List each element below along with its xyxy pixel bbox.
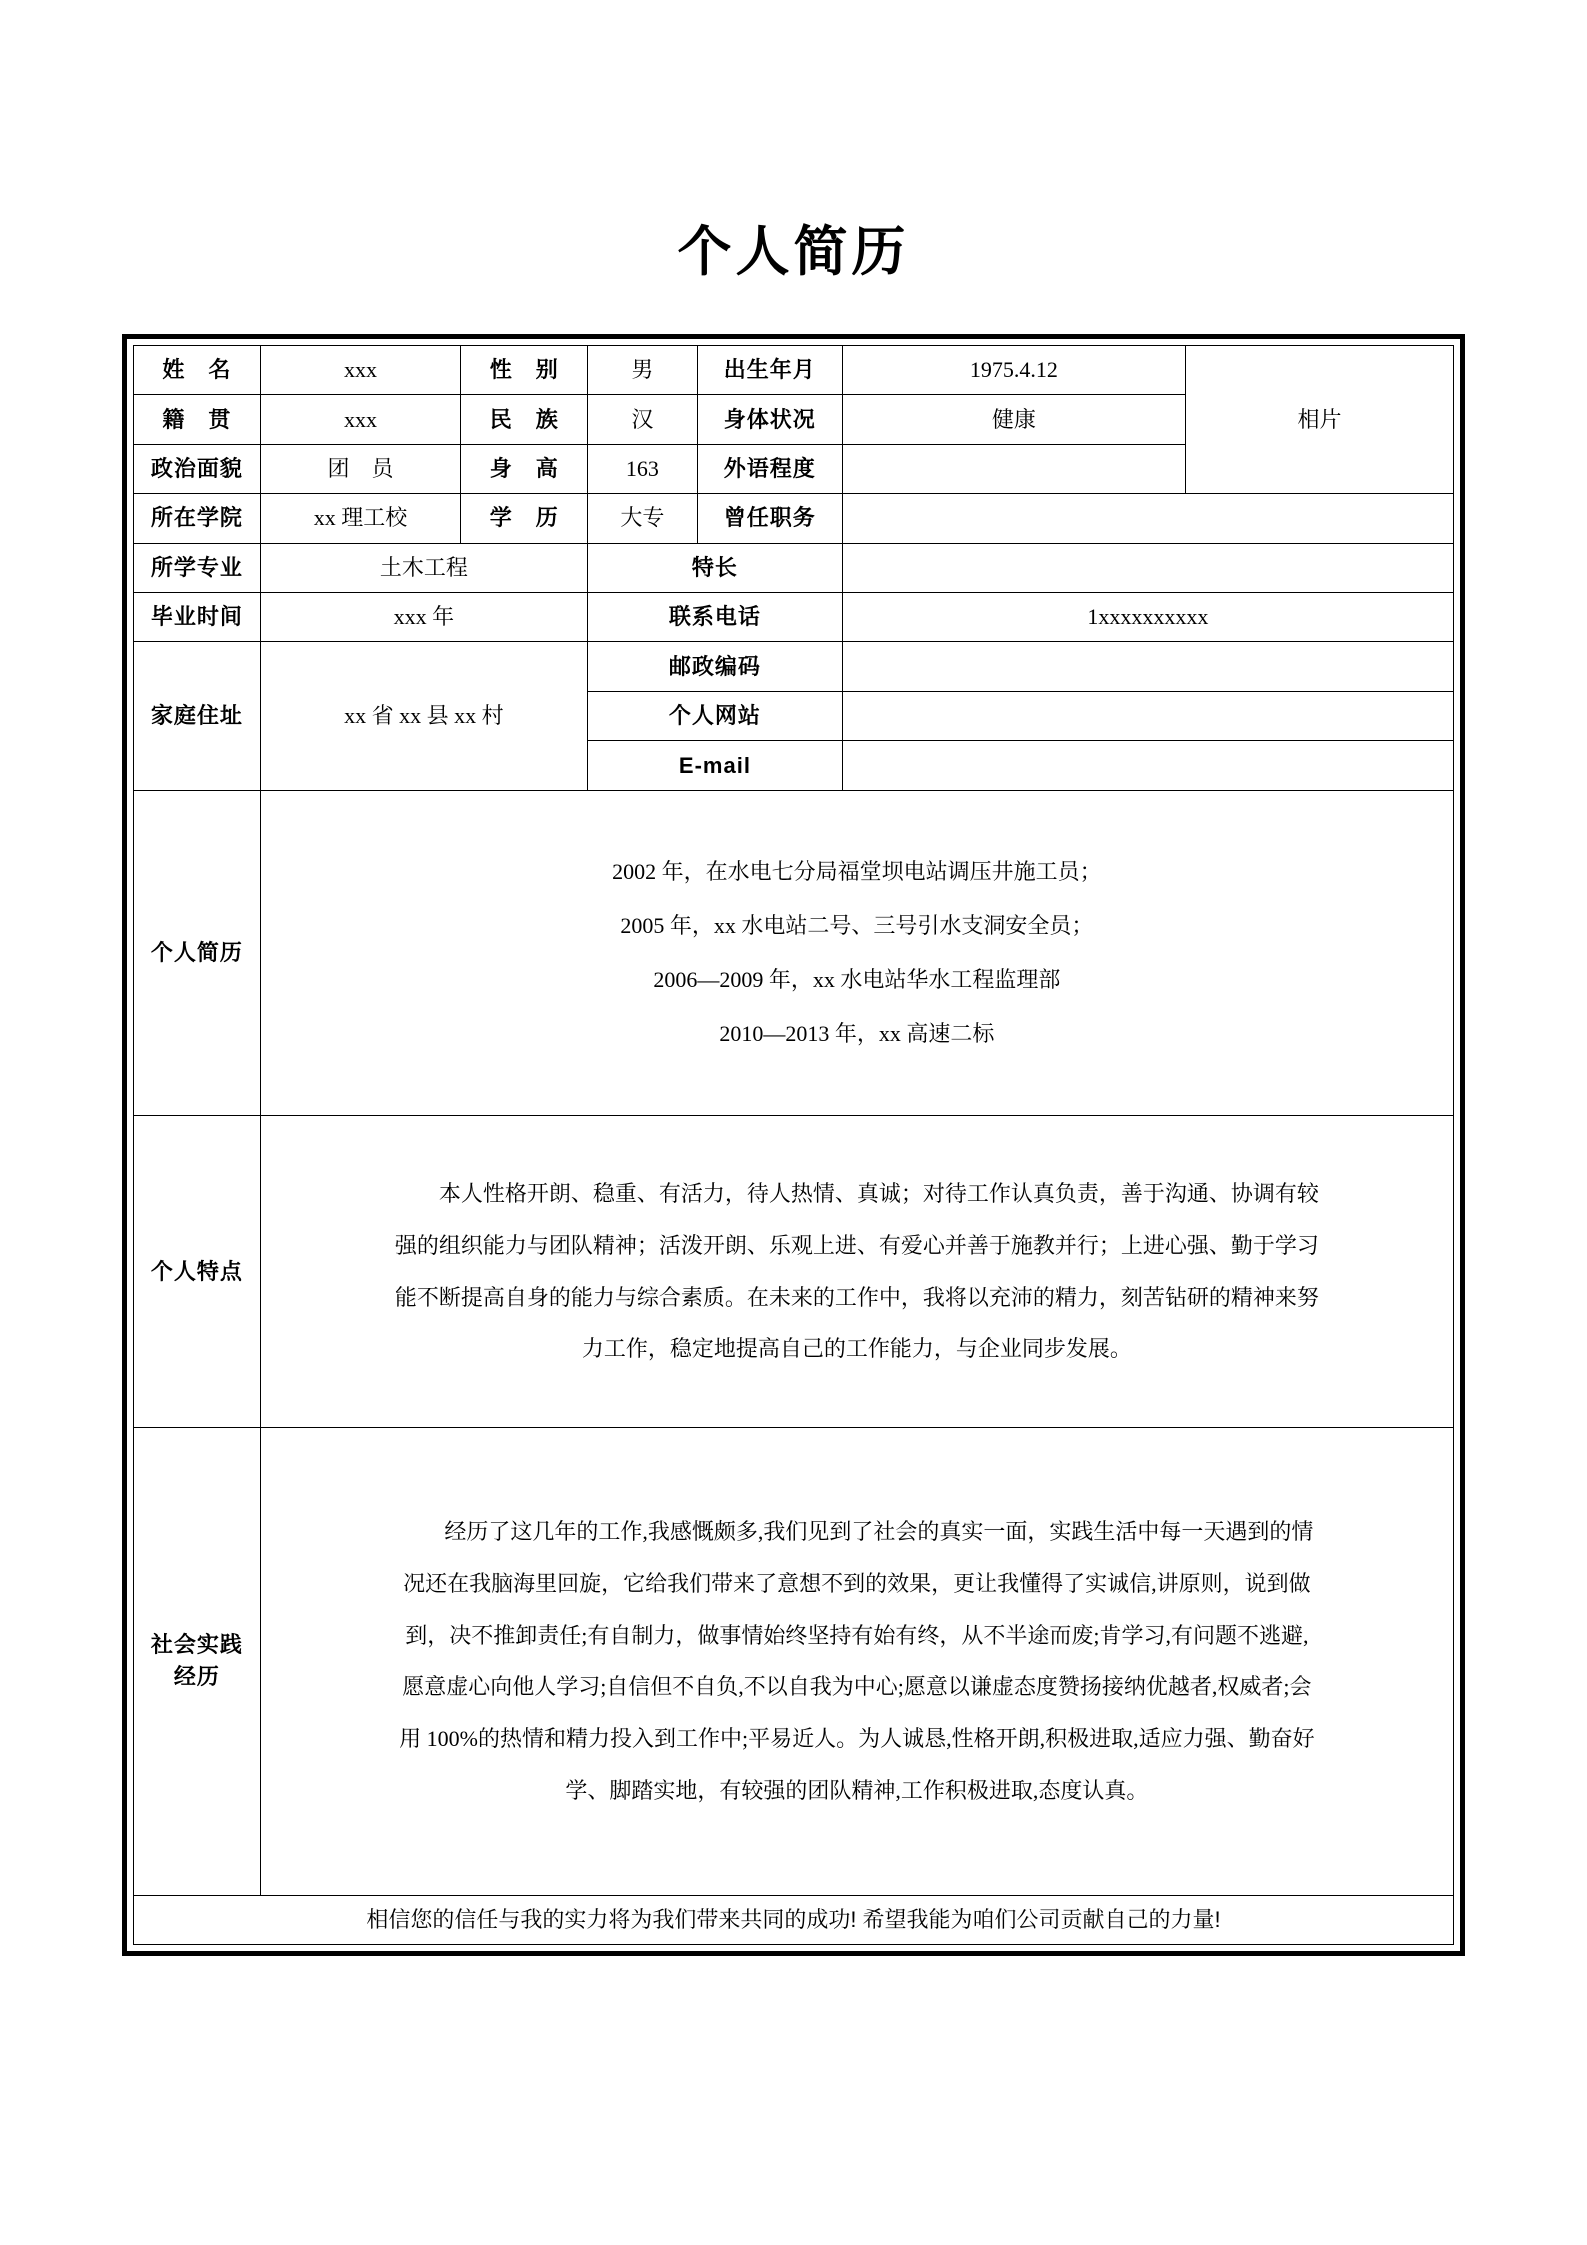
position-held-value[interactable] — [842, 494, 1453, 543]
major-label: 所学专业 — [134, 543, 261, 592]
political-value[interactable]: 团 员 — [260, 444, 461, 493]
gender-value[interactable]: 男 — [588, 346, 698, 395]
practice-line: 学、脚踏实地，有较强的团队精神,工作积极进取,态度认真。 — [565, 1777, 1149, 1803]
height-label: 身 高 — [461, 444, 588, 493]
graduation-value[interactable]: xxx 年 — [260, 593, 587, 642]
education-value[interactable]: 大专 — [588, 494, 698, 543]
major-value[interactable]: 土木工程 — [260, 543, 587, 592]
practice-body — [260, 1428, 1453, 1895]
experience-label: 个人简历 — [134, 790, 261, 1115]
traits-line: 强的组织能力与团队精神；活泼开朗、乐观上进、有爱心并善于施教并行；上进心强、勤于学习 — [394, 1232, 1319, 1258]
birth-value[interactable]: 1975.4.12 — [842, 346, 1185, 395]
name-label: 姓 名 — [134, 346, 261, 395]
education-label: 学 历 — [461, 494, 588, 543]
experience-line: 2010—2013 年，xx 高速二标 — [719, 1020, 995, 1046]
position-held-label: 曾任职务 — [697, 494, 842, 543]
foreign-language-value[interactable] — [842, 444, 1185, 493]
college-label: 所在学院 — [134, 494, 261, 543]
experience-line: 2002 年，在水电七分局福堂坝电站调压井施工员； — [612, 859, 1102, 885]
college-value[interactable]: xx 理工校 — [260, 494, 461, 543]
native-place-label: 籍 贯 — [134, 395, 261, 444]
photo-cell[interactable]: 相片 — [1186, 346, 1454, 494]
experience-line: 2006—2009 年，xx 水电站华水工程监理部 — [653, 966, 1061, 992]
page-title: 个人简历 — [677, 222, 910, 282]
graduation-label: 毕业时间 — [134, 593, 261, 642]
traits-body — [260, 1116, 1453, 1428]
practice-label — [134, 1428, 261, 1895]
traits-line: 能不断提高自身的能力与综合素质。在未来的工作中，我将以充沛的精力，刻苦钻研的精神来努 — [394, 1284, 1319, 1310]
political-label: 政治面貌 — [134, 444, 261, 493]
resume-table-frame — [122, 334, 1465, 1956]
practice-label-line1: 社会实践 — [150, 1632, 243, 1658]
practice-line: 到，决不推卸责任;有自制力，做事情始终坚持有始有终，从不半途而废;肯学习,有问题不逃避, — [405, 1622, 1309, 1648]
table-row — [134, 1895, 1454, 1944]
ethnicity-value[interactable]: 汉 — [588, 395, 698, 444]
foreign-language-label: 外语程度 — [697, 444, 842, 493]
table-row — [134, 543, 1454, 592]
table-row — [134, 642, 1454, 691]
practice-line: 经历了这几年的工作,我感慨颇多,我们见到了社会的真实一面，实践生活中每一天遇到的情 — [444, 1519, 1314, 1545]
phone-value[interactable]: 1xxxxxxxxxx — [842, 593, 1453, 642]
specialty-label: 特长 — [588, 543, 843, 592]
traits-label: 个人特点 — [134, 1116, 261, 1428]
table-row — [134, 494, 1454, 543]
gender-label: 性 别 — [461, 346, 588, 395]
table-row — [134, 346, 1454, 395]
birth-label: 出生年月 — [697, 346, 842, 395]
address-value[interactable]: xx 省 xx 县 xx 村 — [260, 642, 587, 790]
traits-line: 力工作，稳定地提高自己的工作能力，与企业同步发展。 — [581, 1336, 1132, 1362]
practice-label-line2: 经历 — [173, 1664, 220, 1690]
ethnicity-label: 民 族 — [461, 395, 588, 444]
native-place-value[interactable]: xxx — [260, 395, 461, 444]
table-row — [134, 1428, 1454, 1895]
traits-line: 本人性格开朗、稳重、有活力，待人热情、真诚；对待工作认真负责，善于沟通、协调有较 — [438, 1181, 1319, 1207]
website-label: 个人网站 — [588, 691, 843, 740]
practice-line: 况还在我脑海里回旋，它给我们带来了意想不到的效果，更让我懂得了实诚信,讲原则，说到做 — [403, 1570, 1311, 1596]
postcode-label: 邮政编码 — [588, 642, 843, 691]
address-label: 家庭住址 — [134, 642, 261, 790]
phone-label: 联系电话 — [588, 593, 843, 642]
experience-body — [260, 790, 1453, 1115]
table-row — [134, 593, 1454, 642]
closing-statement: 相信您的信任与我的实力将为我们带来共同的成功! 希望我能为咱们公司贡献自己的力量! — [134, 1895, 1454, 1944]
name-value[interactable]: xxx — [260, 346, 461, 395]
resume-table — [133, 345, 1454, 1945]
table-row — [134, 790, 1454, 1115]
health-value[interactable]: 健康 — [842, 395, 1185, 444]
table-row — [134, 1116, 1454, 1428]
experience-line: 2005 年，xx 水电站二号、三号引水支洞安全员； — [620, 912, 1094, 938]
website-value[interactable] — [842, 691, 1453, 740]
specialty-value[interactable] — [842, 543, 1453, 592]
postcode-value[interactable] — [842, 642, 1453, 691]
email-label: E-mail — [588, 741, 843, 790]
health-label: 身体状况 — [697, 395, 842, 444]
height-value[interactable]: 163 — [588, 444, 698, 493]
practice-line: 愿意虚心向他人学习;自信但不自负,不以自我为中心;愿意以谦虚态度赞扬接纳优越者,权威者;会 — [402, 1674, 1312, 1700]
practice-line: 用 100%的热情和精力投入到工作中;平易近人。为人诚恳,性格开朗,积极进取,适应力强、勤奋好 — [399, 1726, 1315, 1751]
email-value[interactable] — [842, 741, 1453, 790]
